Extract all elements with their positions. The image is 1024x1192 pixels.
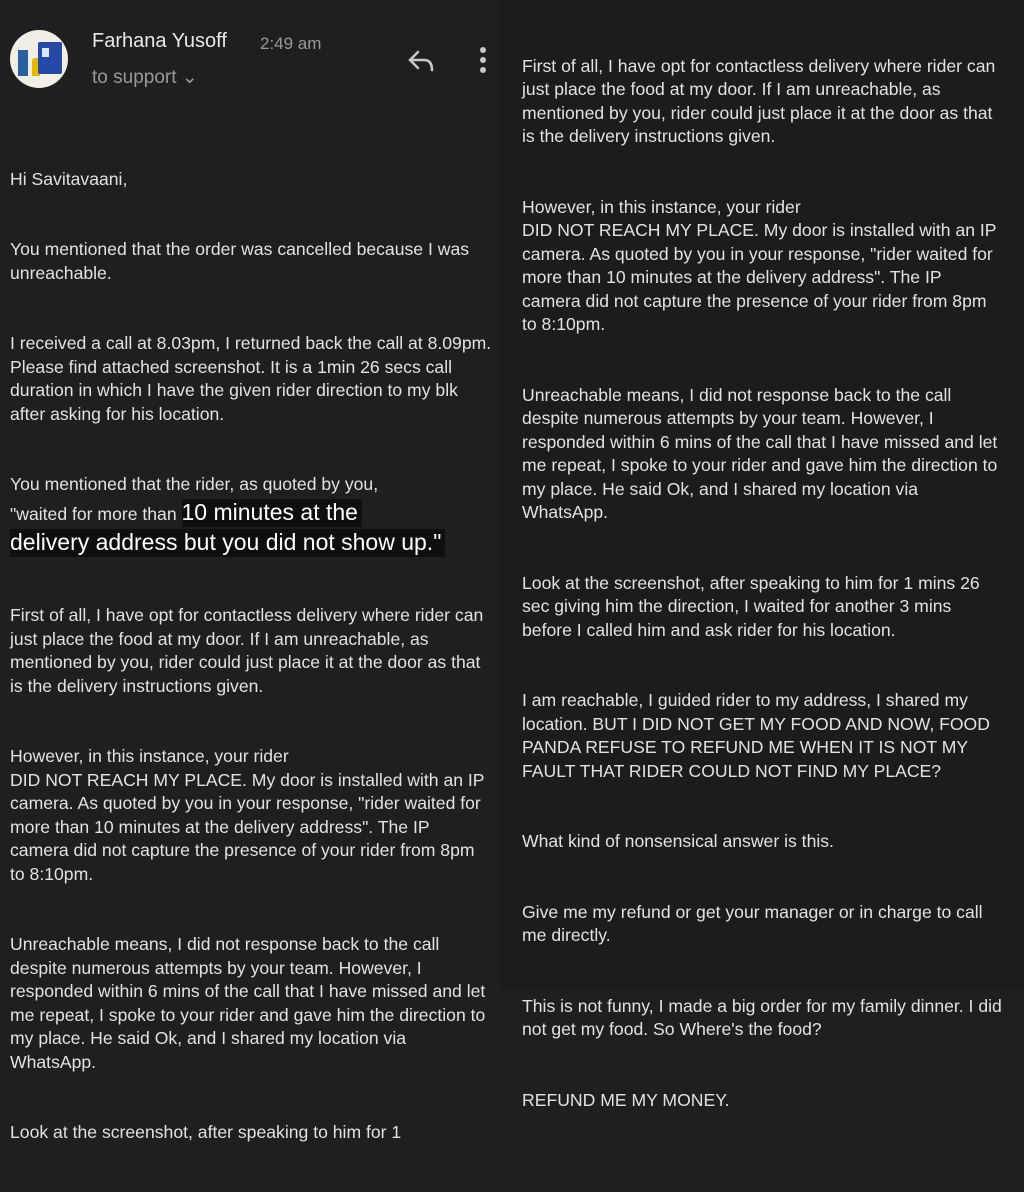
paragraph: You mentioned that the order was cancelled because I was unreachable. [10, 239, 470, 283]
avatar-pillar [18, 50, 28, 76]
right-email-panel [500, 0, 1024, 1110]
quote-intro: You mentioned that the rider, as quoted by you, [10, 474, 379, 494]
paragraph: First of all, I have opt for contactless delivery where rider can just place the food at my door. If I am unreachable, as mentioned by you, rider could just place it at the door as that is the delivery instructions given. [10, 605, 484, 696]
recipient-dropdown[interactable]: to support ⌄ [92, 67, 198, 88]
paragraph: Unreachable means, I did not response back to the call despite numerous attempts by your team. However, I responded within 6 mins of the call that I have missed and let me repeat, I spoke to your rider and gave him the direction to my place. He said Ok, and I shared my location via WhatsApp. [522, 384, 998, 522]
paragraph: REFUND ME MY MONEY. [522, 1089, 730, 1110]
paragraph: First of all, I have opt for contactless delivery where rider can just place the food at my door. If I am unreachable, as mentioned by you, rider could just place it at the door as that is the delivery instructions given. [522, 55, 996, 146]
sender-avatar[interactable] [10, 30, 68, 88]
highlighted-quote: 10 minutes at the [182, 499, 362, 527]
highlighted-quote: delivery address but you did not show up." [10, 529, 445, 557]
email-body-right [522, 31, 1004, 1159]
greeting: Hi Savitavaani, [10, 168, 128, 189]
paragraph: Look at the screenshot, after speaking to him for 1 [10, 1122, 402, 1142]
left-email-panel [0, 0, 500, 1142]
more-vert-icon[interactable] [478, 46, 488, 74]
sent-time: 2:49 am [260, 34, 322, 53]
email-body-left [10, 144, 492, 1192]
paragraph: Unreachable means, I did not response back to the call despite numerous attempts by your team. However, I responded within 6 mins of the call that I have missed and let me repeat, I spoke to your rider and gave him the direction to my place. He said Ok, and I shared my location via WhatsApp. [10, 934, 486, 1072]
paragraph: However, in this instance, your rider DID NOT REACH MY PLACE. My door is installed with an IP camera. As quoted by you in your response, "rider waited for more than 10 minutes at the delivery address". The IP camera did not capture the presence of your rider from 8pm to 8:10pm. [522, 196, 997, 334]
quote-small: "waited for more than [10, 503, 182, 524]
paragraph: I received a call at 8.03pm, I returned back the call at 8.09pm. Please find attached screenshot. It is a 1min 26 secs call duration in which I have the given rider direction to my blk after asking for his location. [10, 333, 492, 424]
paragraph: However, in this instance, your rider DID NOT REACH MY PLACE. My door is installed with an IP camera. As quoted by you in your response, "rider waited for more than 10 minutes at the delivery address". The IP camera did not capture the presence of your rider from 8pm to 8:10pm. [10, 746, 485, 884]
paragraph: What kind of nonsensical answer is this. [522, 831, 834, 851]
reply-icon[interactable] [406, 48, 436, 74]
quote-paragraph [10, 473, 492, 557]
paragraph: Look at the screenshot, after speaking to him for 1 mins 26 sec giving him the direction, I waited for another 3 mins before I called him and ask rider for his location. [522, 572, 980, 640]
paragraph: This is not funny, I made a big order for my family dinner. I did not get my food. So Where's the food? [522, 995, 1002, 1039]
paragraph: Give me my refund or get your manager or in charge to call me directly. [522, 901, 983, 945]
sender-name[interactable]: Farhana Yusoff [92, 30, 227, 52]
avatar-door [38, 42, 62, 74]
paragraph: I am reachable, I guided rider to my address, I shared my location. BUT I DID NOT GET MY FOOD AND NOW, FOOD PANDA REFUSE TO REFUND ME WHEN IT IS NOT MY FAULT THAT RIDER COULD NOT FIND MY PLACE? [522, 690, 990, 781]
